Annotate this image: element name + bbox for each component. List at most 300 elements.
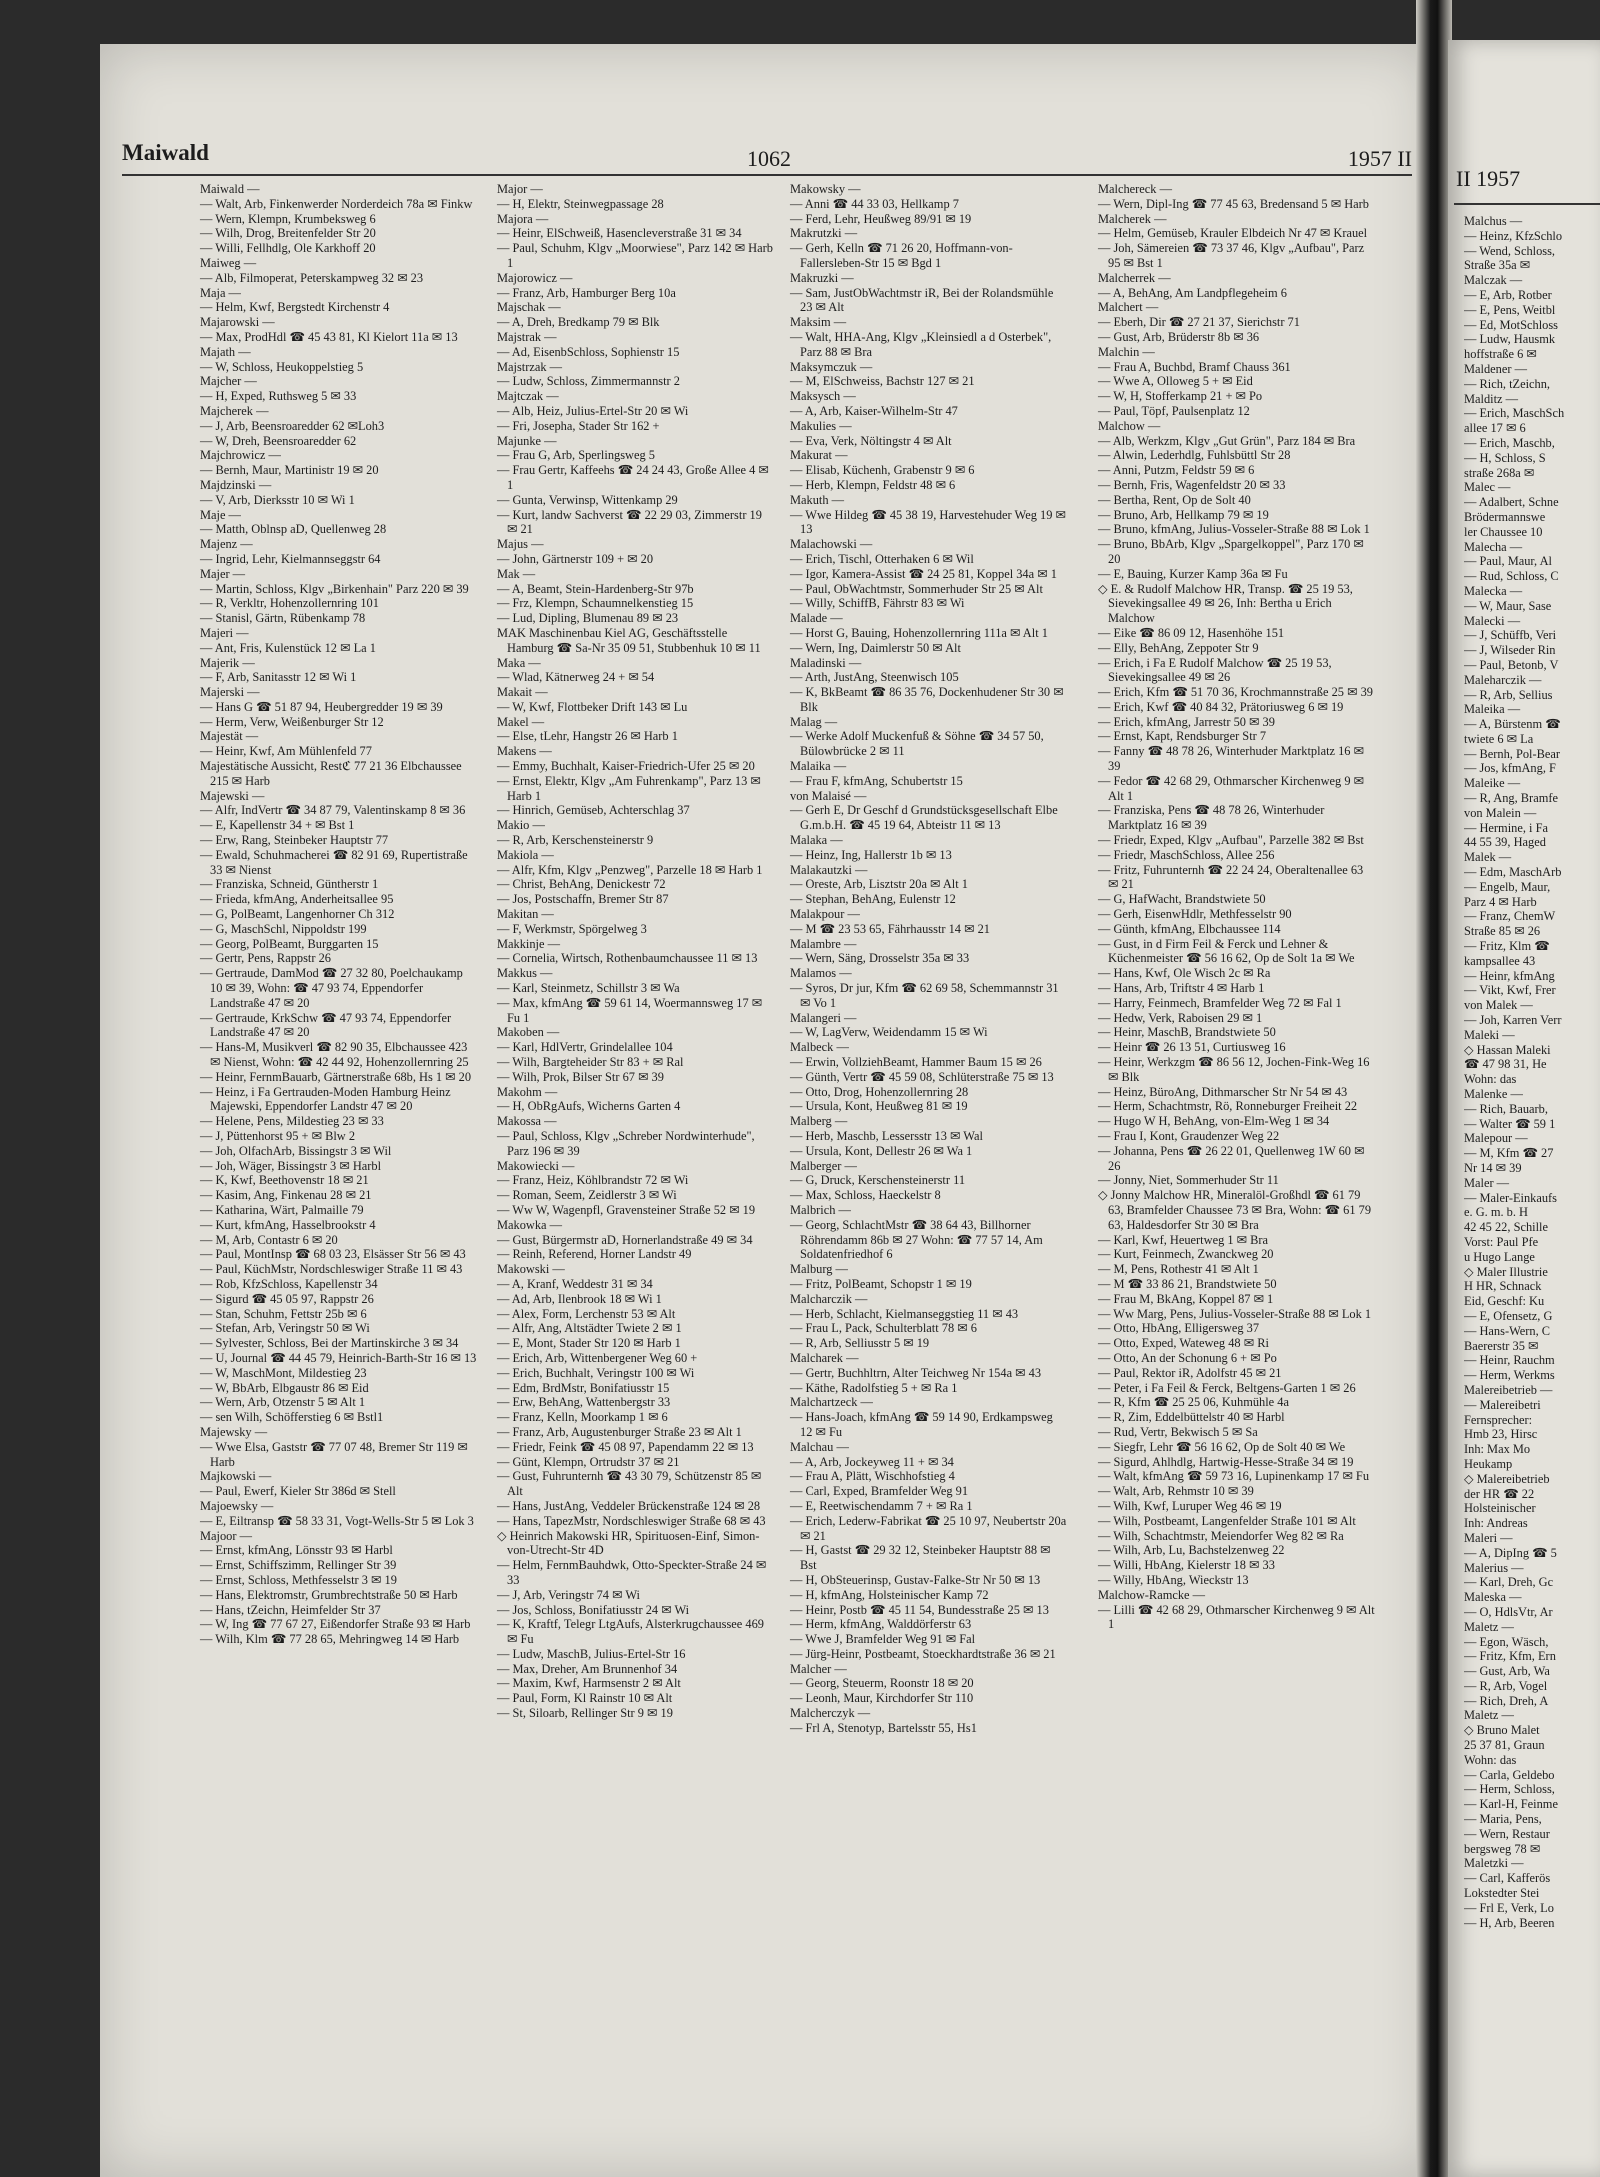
page-number: 1062 [747,146,791,171]
directory-entry: — Frau L, Pack, Schulterblatt 78 ✉ 6 [790,1321,977,1336]
next-page-entry: — Engelb, Maur, [1464,879,1551,894]
directory-entry: Makowka — [497,1217,563,1232]
directory-entry: Makowiecki — [497,1158,575,1173]
directory-entry: — G, Druck, Kerschensteinerstr 11 [790,1173,966,1188]
directory-entry: — Cornelia, Wirtsch, Rothenbaumchaussee 11 ✉ 13 [497,951,758,966]
directory-entry: — Frau A, Buchbd, Bramf Chauss 361 [1098,359,1291,374]
directory-entry: — Erich, Lederw-Fabrikat ☎ 25 10 97, Neubertstr 20a ✉ 21 [790,1513,1067,1543]
directory-entry: — Jos, Postschaffn, Bremer Str 87 [497,892,669,907]
next-page-entry: H HR, Schnack [1464,1279,1542,1294]
volume-label: 1957 II [1347,146,1412,171]
directory-entry: — Sigurd ☎ 45 05 97, Rappstr 26 [200,1291,374,1306]
next-page-entry: Inh: Max Mo [1464,1442,1531,1457]
next-page-entry: Vorst: Paul Pfe [1464,1234,1539,1249]
next-page-entry: — E, Pens, Weitbl [1464,302,1556,317]
directory-entry: Makulies — [790,418,852,433]
directory-entry: Malburg — [790,1262,848,1277]
directory-entry: — K, Kwf, Beethovenstr 18 ✉ 21 [200,1173,369,1188]
directory-entry: — Herb, Maschb, Lessersstr 13 ✉ Wal [790,1129,983,1143]
directory-entry: — Ingrid, Lehr, Kielmannseggstr 64 [200,551,381,566]
next-page-entry: — Karl-H, Feinme [1464,1797,1558,1812]
directory-entry: — Bruno, Arb, Hellkamp 79 ✉ 19 [1098,507,1269,522]
directory-entry: — Kurt, landw Sachverst ☎ 22 29 03, Zimmerstr 19 ✉ 21 [497,507,762,537]
directory-entry: — R, Kfm ☎ 25 25 06, Kuhmühle 4a [1098,1395,1289,1410]
next-page-entry: — Carla, Geldebo [1464,1767,1555,1782]
next-page-entry: Maleika — [1464,702,1521,717]
next-page-entry: Eid, Geschf: Ku [1464,1294,1545,1309]
directory-entry: — H, kfmAng, Holsteinischer Kamp 72 [790,1587,989,1602]
directory-entry: — Alfr, Ang, Altstädter Twiete 2 ✉ 1 [497,1321,682,1336]
directory-entry: — Herb, Klempn, Feldstr 48 ✉ 6 [790,477,956,492]
directory-entry: — Willi, HbAng, Kielerstr 18 ✉ 33 [1098,1558,1275,1573]
next-page-entry: — Paul, Maur, Al [1464,554,1552,569]
directory-entry: — Stan, Schuhm, Fettstr 25b ✉ 6 [200,1306,367,1321]
next-page-entry: Maletz — [1464,1708,1514,1723]
directory-entry: — Bernh, Fris, Wagenfeldstr 20 ✉ 33 [1098,477,1286,492]
header-rule [122,174,1412,176]
directory-entry: — G, HafWacht, Brandstwiete 50 [1098,892,1266,907]
directory-entry: — H, Exped, Ruthsweg 5 ✉ 33 [200,389,357,404]
next-page-entry: Malczak — [1464,273,1523,288]
directory-entry: — Wilh, Drog, Breitenfelder Str 20 [200,226,376,241]
directory-entry: Malangeri — [790,1010,857,1025]
directory-entry: — Wern, Säng, Drosselstr 35a ✉ 33 [790,951,970,966]
directory-entry: — Frz, Klempn, Schaumnelkenstieg 15 [497,596,694,611]
directory-entry: Mak — [497,566,536,581]
next-page-entry: — J, Schüffb, Veri [1464,628,1557,643]
next-page-entry: — Erich, Maschb, [1464,435,1555,450]
next-page-entry: — Rud, Schloss, C [1464,569,1559,584]
directory-entry: Makossa — [497,1114,557,1129]
next-page-column [1464,214,1600,1930]
directory-entry: — Igor, Kamera-Assist ☎ 24 25 81, Koppel 34a ✉ 1 [790,566,1057,581]
directory-entry: — Gerh, Kelln ☎ 71 26 20, Hoffmann-von-Fallersleben-Str 15 ✉ Bgd 1 [790,241,1013,270]
next-page-header: II 1957 [1456,166,1521,191]
directory-entry: — Otto, An der Schonung 6 + ✉ Po [1098,1350,1277,1365]
next-page-entry: — A, Bürstenm ☎ [1464,717,1561,732]
next-page-entry: allee 17 ✉ 6 [1464,421,1526,436]
next-page-entry: Straße 35a ✉ [1464,258,1531,273]
directory-entry: — Friedr, MaschSchloss, Allee 256 [1098,847,1275,862]
next-page-entry: — Heinr, kfmAng [1464,968,1555,983]
directory-entry: — Frau I, Kont, Graudenzer Weg 22 [1098,1129,1280,1143]
directory-entry: — M, ElSchweiss, Bachstr 127 ✉ 21 [790,374,975,389]
directory-entry: — Frl A, Stenotyp, Bartelsstr 55, Hs1 [790,1720,977,1735]
next-page-entry: — Hans-Wern, C [1464,1323,1551,1338]
directory-entry: Maladinski — [790,655,862,670]
directory-entry: — Hinrich, Gemüseb, Achterschlag 37 [497,803,690,818]
directory-entry: — Eva, Verk, Nöltingstr 4 ✉ Alt [790,433,952,448]
directory-entry: — Johanna, Pens ☎ 26 22 01, Quellenweg 1W 60 ✉ 26 [1098,1143,1365,1173]
directory-entry: — Heinz, BüroAng, Dithmarscher Str Nr 54 ✉ 43 [1098,1084,1348,1099]
next-page-entry: ◇ Maler Illustrie [1464,1264,1548,1279]
next-page-entry: — Fritz, Kfm, Ern [1464,1649,1556,1664]
directory-entry: — Kurt, kfmAng, Hasselbrookstr 4 [200,1217,376,1232]
directory-entry: Majeri — [200,625,249,640]
directory-entry: — M ☎ 33 86 21, Brandstwiete 50 [1098,1276,1277,1291]
directory-entry: — Wlad, Kätnerweg 24 + ✉ 54 [497,670,655,685]
directory-entry: — Erich, Kfm ☎ 51 70 36, Krochmannstraße 25 ✉ 39 [1098,685,1373,700]
directory-entry: — Sam, JustObWachtmstr iR, Bei der Rolandsmühle 23 ✉ Alt [790,285,1054,315]
directory-entry: — Walt, HHA-Ang, Klgv „Kleinsiedl a d Osterbek", Parz 88 ✉ Bra [790,329,1052,359]
directory-entry: — E, Kapellenstr 34 + ✉ Bst 1 [200,818,355,833]
directory-entry: — Wern, Dipl-Ing ☎ 77 45 63, Bredensand 5 ✉ Harb [1098,196,1369,211]
directory-entry: — Paul, Schuhm, Klgv „Moorwiese", Parz 142 ✉ Harb 1 [497,241,773,270]
directory-entry: — Sigurd, Ahlhdlg, Hartwig-Hesse-Straße 34 ✉ 19 [1098,1454,1354,1469]
directory-entry: Malakautzki — [790,862,868,877]
directory-entry: — Erich, Buchhalt, Veringstr 100 ✉ Wi [497,1365,695,1380]
directory-entry: Malamos — [790,966,852,981]
directory-entry: — Hans, tZeichn, Heimfelder Str 37 [200,1602,381,1617]
next-page-entry: der HR ☎ 22 [1464,1486,1535,1501]
next-page-entry: straße 268a ✉ [1464,465,1535,480]
directory-entry: Majkowski — [200,1469,272,1484]
directory-entry: — Walt, Arb, Rehmstr 10 ✉ 39 [1098,1484,1254,1499]
directory-entry: — Alwin, Lederhdlg, Fuhlsbüttl Str 28 [1098,448,1291,463]
directory-entry: — Franziska, Schneid, Güntherstr 1 [200,877,379,892]
next-page-entry: — Erich, MaschSch [1464,406,1565,421]
directory-entry: — Bertha, Rent, Op de Solt 40 [1098,492,1251,507]
next-page-entry: — Rich, tZeichn, [1464,376,1551,391]
directory-entry: Malcherrek — [1098,270,1171,285]
directory-entry: Majorowicz — [497,270,573,285]
directory-entry: — Oreste, Arb, Lisztstr 20a ✉ Alt 1 [790,877,968,892]
next-page-entry: — Rich, Bauarb, [1464,1101,1548,1116]
next-page-entry: — H, Schloss, S [1464,450,1546,465]
next-page-entry: — Walter ☎ 59 1 [1464,1116,1556,1131]
directory-entry: — Karl, Steinmetz, Schillstr 3 ✉ Wa [497,981,680,996]
directory-entry: — M, Pens, Rothestr 41 ✉ Alt 1 [1098,1262,1259,1277]
directory-entry: Malambre — [790,936,857,951]
directory-entry: — Gust, Fuhrunternh ☎ 43 30 79, Schützenstr 85 ✉ Alt [497,1469,762,1499]
directory-entry: — Herm, Schachtmstr, Rö, Ronneburger Freiheit 22 [1098,1099,1358,1114]
directory-entry: — Hans-M, Musikverl ☎ 82 90 35, Elbchaussee 423 ✉ Nienst, Wohn: ☎ 42 44 92, Hohenzollernring 25 [200,1040,469,1070]
directory-entry: — Heinr, Werkzgm ☎ 86 56 12, Jochen-Fink-Weg 16 ✉ Blk [1098,1055,1370,1084]
directory-entry: — E, Eiltransp ☎ 58 33 31, Vogt-Wells-Str 5 ✉ Lok 3 [200,1513,474,1528]
next-page-entry: Wohn: das [1464,1752,1517,1767]
directory-entry: — Friedr, Exped, Klgv „Aufbau", Parzelle 382 ✉ Bst [1098,833,1364,848]
directory-entry: Makohm — [497,1084,558,1099]
directory-entry: — Heinr ☎ 26 13 51, Curtiusweg 16 [1098,1040,1286,1055]
next-page-entry: Maleska — [1464,1590,1522,1605]
next-page-entry: — Maler-Einkaufs [1464,1190,1557,1205]
directory-entry: — Rud, Vertr, Bekwisch 5 ✉ Sa [1098,1424,1258,1439]
directory-entry: — H, ObSteuerinsp, Gustav-Falke-Str Nr 50 ✉ 13 [790,1572,1041,1587]
directory-entry: Makruzki — [790,270,854,285]
directory-entry: — St, Siloarb, Rellinger Str 9 ✉ 19 [497,1706,673,1721]
directory-entry: — Rob, KfzSchloss, Kapellenstr 34 [200,1276,378,1291]
next-page-entry: Malecka — [1464,583,1523,598]
next-page-entry: — J, Wilseder Rin [1464,643,1556,658]
next-page-entry: hoffstraße 6 ✉ [1464,347,1537,362]
directory-entry: — Wwe Hildeg ☎ 45 38 19, Harvestehuder Weg 19 ✉ 13 [790,507,1066,537]
directory-entry: — Reinh, Referend, Horner Landstr 49 [497,1247,692,1262]
next-page-entry: Maletzki — [1464,1856,1524,1871]
directory-entry: — Wilh, Bargteheider Str 83 + ✉ Ral [497,1055,684,1070]
next-page-entry: 25 37 81, Graun [1464,1738,1545,1753]
directory-entry: Majstrak — [497,329,557,344]
directory-entry: — J, Arb, Veringstr 74 ✉ Wi [497,1587,640,1602]
directory-entry: — Ludw, Schloss, Zimmermannstr 2 [497,374,680,389]
directory-entry: — Hedw, Verk, Raboisen 29 ✉ 1 [1098,1010,1263,1025]
directory-entry: — Erich, kfmAng, Jarrestr 50 ✉ 39 [1098,714,1275,729]
directory-entry: — Horst G, Bauing, Hohenzollernring 111a ✉ Alt 1 [790,625,1048,640]
directory-entry: Maksysch — [790,389,856,404]
next-page-entry: e. G. m. b. H [1464,1205,1529,1220]
directory-entry: — Eike ☎ 86 09 12, Hasenhöhe 151 [1098,625,1285,640]
next-page-entry: 44 55 39, Haged [1464,835,1546,850]
directory-entry: — Wern, Ing, Daimlerstr 50 ✉ Alt [790,640,961,655]
directory-entry: — Ernst, Kapt, Rendsburger Str 7 [1098,729,1267,744]
next-page-entry: — R, Arb, Vogel [1464,1678,1548,1693]
directory-entry: — Wern, Klempn, Krumbeksweg 6 [200,211,376,226]
directory-entry: Makowski — [497,1262,565,1277]
directory-entry: — Sylvester, Schloss, Bei der Martinskirche 3 ✉ 34 [200,1336,459,1351]
directory-entry: — Helm, Kwf, Bergstedt Kirchenstr 4 [200,300,390,315]
directory-entry: — Karl, Kwf, Heuertweg 1 ✉ Bra [1098,1232,1269,1247]
next-page-entry: — Karl, Dreh, Gc [1464,1575,1554,1590]
next-page-entry: Malchus — [1464,214,1523,228]
directory-entry: — Carl, Exped, Bramfelder Weg 91 [790,1484,969,1499]
directory-entry: — Ant, Fris, Kulenstück 12 ✉ La 1 [200,640,376,655]
next-page-entry: Maletz — [1464,1619,1514,1634]
directory-entry: — A, Arb, Kaiser-Wilhelm-Str 47 [790,403,958,418]
directory-entry: — Frau A, Plätt, Wischhofstieg 4 [790,1469,955,1484]
directory-entry: Malberg — [790,1114,848,1129]
directory-entry: — H, Gastst ☎ 29 32 12, Steinbeker Hauptstr 88 ✉ Bst [790,1543,1051,1573]
directory-entry: ◇ Jonny Malchow HR, Mineralöl-Großhdl ☎ 61 79 63, Bramfelder Chaussee 73 ✉ Bra, Wohn: ☎ 61 79 63, Haldesdorfer Str 30 ✉ Bra [1098,1188,1372,1232]
directory-entry: Malchow-Ramcke — [1098,1587,1206,1602]
directory-entry: — W, MaschMont, Mildestieg 23 [200,1365,367,1380]
next-page-entry: Holsteinischer [1464,1501,1536,1516]
directory-entry: Majcherek — [200,403,269,418]
directory-entry: von Malaisé — [790,788,867,803]
directory-entry: — Käthe, Radolfstieg 5 + ✉ Ra 1 [790,1380,958,1395]
directory-entry: — Gunta, Verwinsp, Wittenkamp 29 [497,492,678,507]
next-page-entry: Malepour — [1464,1131,1528,1146]
next-page-entry: Malereibetrieb — [1464,1382,1553,1397]
directory-entry: — H, Elektr, Steinwegpassage 28 [497,196,664,211]
directory-entry: — Paul, KüchMstr, Nordschleswiger Straße 11 ✉ 43 [200,1262,463,1277]
next-page-entry: — O, HdlsVtr, Ar [1464,1604,1553,1619]
book-gutter [1416,0,1452,2177]
next-page-entry: Heukamp [1464,1456,1513,1471]
directory-entry: — W, Schloss, Heukoppelstieg 5 [200,359,364,374]
directory-entry: — Ernst, Schiffszimm, Rellinger Str 39 [200,1558,397,1573]
directory-entry: Makkus — [497,966,553,981]
directory-entry: — Otto, HbAng, Elligersweg 37 [1098,1321,1260,1336]
next-page-entry: Maleri — [1464,1530,1513,1545]
directory-entry: Makiola — [497,847,554,862]
directory-entry: — A, Dreh, Bredkamp 79 ✉ Blk [497,315,660,330]
directory-entry: — Ww Marg, Pens, Julius-Vosseler-Straße 88 ✉ Lok 1 [1098,1306,1372,1321]
directory-entry: Malcherczyk — [790,1706,871,1721]
directory-entry: — M, Arb, Contastr 6 ✉ 20 [200,1232,338,1247]
directory-entry: — Fritz, Fuhrunternh ☎ 22 24 24, Oberaltenallee 63 ✉ 21 [1098,862,1364,892]
next-page-entry: — Vikt, Kwf, Frer [1464,983,1556,998]
next-page-entry: Malerius — [1464,1560,1524,1575]
directory-entry: Malberger — [790,1158,857,1173]
directory-entry: — Katharina, Wärt, Palmaille 79 [200,1202,364,1217]
next-page-entry: Fernsprecher: [1464,1412,1533,1427]
directory-entry: Makel — [497,714,545,729]
next-page-entry: Brödermannswe [1464,509,1546,524]
running-head: Maiwald [122,140,209,165]
directory-entry: — Hans, Arb, Triftstr 4 ✉ Harb 1 [1098,981,1265,996]
next-page-entry: Inh: Andreas [1464,1516,1528,1531]
directory-entry: Majerik — [200,655,255,670]
next-page-entry: Maldener — [1464,361,1527,376]
directory-entry: — Lilli ☎ 42 68 29, Othmarscher Kirchenweg 9 ✉ Alt 1 [1098,1602,1375,1632]
directory-entry: — Paul, ObWachtmstr, Sommerhuder Str 25 ✉ Alt [790,581,1043,596]
directory-entry: — Werke Adolf Muckenfuß & Söhne ☎ 34 57 50, Bülowbrücke 2 ✉ 11 [790,729,1044,759]
directory-entry: Maka — [497,655,541,670]
next-page-entry: — Maria, Pens, [1464,1812,1542,1827]
directory-entry: — Alex, Form, Lerchenstr 53 ✉ Alt [497,1306,676,1321]
directory-entry: — Franz, Arb, Hamburger Berg 10a [497,285,676,300]
next-page-entry: — W, Maur, Sase [1464,598,1552,613]
directory-entry: — Walt, kfmAng ☎ 59 73 16, Lupinenkamp 17 ✉ Fu [1098,1469,1370,1484]
next-page-entry: Hmb 23, Hirsc [1464,1427,1538,1442]
directory-entry: — Otto, Exped, Wateweg 48 ✉ Ri [1098,1336,1269,1351]
directory-entry: — Heinr, Kwf, Am Mühlenfeld 77 [200,744,372,759]
directory-entry: — Hans, JustAng, Veddeler Brückenstraße 124 ✉ 28 [497,1498,761,1513]
directory-entry: ◇ E. & Rudolf Malchow HR, Transp. ☎ 25 19 53, Sievekingsallee 49 ✉ 26, Inh: Bertha u Erich Malchow [1098,581,1353,626]
directory-entry: — Bruno, kfmAng, Julius-Vosseler-Straße 88 ✉ Lok 1 [1098,522,1370,537]
directory-entry: — Paul, Form, Kl Rainstr 10 ✉ Alt [497,1691,673,1706]
directory-entry: — Lud, Dipling, Blumenau 89 ✉ 23 [497,611,679,626]
directory-column-4 [1098,182,1376,1632]
directory-entry: Malade — [790,611,843,626]
directory-entry: Malchartzeck — [790,1395,873,1410]
directory-column-1 [200,182,478,1647]
directory-entry: Majdzinski — [200,477,272,492]
next-page-entry: bergsweg 78 ✉ [1464,1841,1541,1856]
directory-entry: — Heinr, ElSchweiß, Hasencleverstraße 31 ✉ 34 [497,226,742,241]
directory-entry: — W, BbArb, Elbgaustr 86 ✉ Eid [200,1380,369,1395]
directory-entry: — Ad, EisenbSchloss, Sophienstr 15 [497,344,680,359]
directory-entry: — Helm, Gemüseb, Krauler Elbdeich Nr 47 ✉ Krauel [1098,226,1368,241]
directory-entry: — Eberh, Dir ☎ 27 21 37, Sierichstr 71 [1098,315,1300,330]
directory-entry: Malag — [790,714,838,729]
directory-entry: — Ww W, Wagenpfl, Gravensteiner Straße 52 ✉ 19 [497,1202,756,1217]
directory-entry: — Ursula, Kont, Dellestr 26 ✉ Wa 1 [790,1143,973,1158]
directory-entry: — Wilh, Klm ☎ 77 28 65, Mehringweg 14 ✉ Harb [200,1632,460,1647]
directory-entry: — E, Bauing, Kurzer Kamp 36a ✉ Fu [1098,566,1288,581]
directory-entry: — Georg, Steuerm, Roonstr 18 ✉ 20 [790,1676,974,1691]
directory-entry: — Günth, kfmAng, Elbchaussee 114 [1098,921,1281,936]
directory-entry: — Erich, Tischl, Otterhaken 6 ✉ Wil [790,551,974,566]
directory-column-2 [497,182,775,1721]
directory-entry: — Heinz, i Fa Gertrauden-Moden Hamburg Heinz Majewski, Eppendorfer Landstr 47 ✉ 20 [200,1084,451,1114]
directory-entry: — Franz, Heiz, Köhlbrandstr 72 ✉ Wi [497,1173,689,1188]
directory-entry: Majewski — [200,788,265,803]
next-page-entry: — H, Arb, Beeren [1464,1915,1555,1930]
directory-entry: Majestät — [200,729,259,744]
directory-entry: Makitan — [497,907,554,922]
directory-entry: — Edm, BrdMstr, Bonifatiusstr 15 [497,1380,670,1395]
directory-entry: Majoor — [200,1528,252,1543]
directory-entry: — Heinz, Ing, Hallerstr 1b ✉ 13 [790,847,952,862]
directory-entry: — Jonny, Niet, Sommerhuder Str 11 [1098,1173,1279,1188]
next-page-entry: — Bernh, Pol-Bear [1464,746,1561,761]
directory-entry: — Herm, Verw, Weißenburger Str 12 [200,714,384,729]
next-page-entry: — A, DipIng ☎ 5 [1464,1545,1557,1560]
directory-entry: — Herm, kfmAng, Walddörferstr 63 [790,1617,972,1632]
directory-entry: — Stefan, Arb, Veringstr 50 ✉ Wi [200,1321,370,1336]
directory-entry: Majarowski — [200,315,275,330]
directory-entry: — Syros, Dr jur, Kfm ☎ 62 69 58, Schemmannstr 31 ✉ Vo 1 [790,981,1059,1010]
next-page-entry: — Gust, Arb, Wa [1464,1664,1550,1679]
directory-entry: — Gertr, Buchhltrn, Alter Teichweg Nr 154a ✉ 43 [790,1365,1042,1380]
directory-entry: — Otto, Drog, Hohenzollernring 28 [790,1084,969,1099]
next-page-entry: — Heinz, KfzSchlo [1464,228,1563,243]
next-page-entry: ler Chaussee 10 [1464,524,1543,539]
directory-entry: Maja — [200,285,241,300]
directory-entry: Makoben — [497,1025,560,1040]
directory-entry: Malbeck — [790,1040,849,1055]
next-page-entry: ◇ Bruno Malet [1464,1723,1540,1738]
next-page-entry: — Egon, Wäsch, [1464,1634,1549,1649]
directory-entry: Malcherek — [1098,211,1167,226]
next-page-entry: — Ed, MotSchloss [1464,317,1558,332]
directory-entry: Majtczak — [497,389,559,404]
directory-entry: — Fritz, PolBeamt, Schopstr 1 ✉ 19 [790,1276,972,1291]
directory-entry: — Harry, Feinmech, Bramfelder Weg 72 ✉ Fal 1 [1098,995,1342,1010]
directory-entry: — Friedr, Feink ☎ 45 08 97, Papendamm 22 ✉ 13 [497,1439,754,1454]
next-page-entry: — Hermine, i Fa [1464,820,1548,835]
directory-entry: Malaka — [790,833,843,848]
next-page-entry: — Herm, Werkms [1464,1368,1555,1383]
next-page-entry: — E, Ofensetz, G [1464,1308,1553,1323]
directory-entry: — Jos, Schloss, Bonifatiusstr 24 ✉ Wi [497,1602,690,1617]
directory-entry: Majer — [200,566,246,581]
directory-entry: — Erw, BehAng, Wattenbergstr 33 [497,1395,671,1410]
directory-entry: — Wwe J, Bramfelder Weg 91 ✉ Fal [790,1632,976,1647]
directory-entry: Makens — [497,744,552,759]
directory-entry: Malachowski — [790,537,873,552]
directory-entry: Majerski — [200,685,260,700]
next-page-entry: Parz 4 ✉ Harb [1464,894,1537,909]
next-page-entry: — E, Arb, Rotber [1464,287,1552,302]
directory-entry: — Alb, Werkzm, Klgv „Gut Grün", Parz 184 ✉ Bra [1098,433,1356,448]
directory-entry: — Paul, Ewerf, Kieler Str 386d ✉ Stell [200,1484,396,1499]
directory-entry: — F, Arb, Sanitasstr 12 ✉ Wi 1 [200,670,357,685]
directory-entry: — Frieda, kfmAng, Anderheitsallee 95 [200,892,394,907]
directory-entry: — Willy, HbAng, Wieckstr 13 [1098,1572,1249,1587]
directory-entry: MAK Maschinenbau Kiel AG, Geschäftsstelle Hamburg ☎ Sa-Nr 35 09 51, Stubbenhuk 10 ✉ 11 [497,625,761,655]
next-page-entry: ☎ 47 98 31, He [1464,1057,1547,1072]
directory-entry: — Gust, in d Firm Feil & Ferck und Lehner & Küchenmeister ☎ 56 16 62, Op de Solt 1a ✉ We [1098,936,1355,966]
directory-entry: — Fanny ☎ 48 78 26, Winterhuder Marktplatz 16 ✉ 39 [1098,744,1364,774]
directory-entry: — Franz, Arb, Augustenburger Straße 23 ✉ Alt 1 [497,1424,742,1439]
directory-entry: — V, Arb, Dierksstr 10 ✉ Wi 1 [200,492,355,507]
directory-entry: — Alfr, IndVertr ☎ 34 87 79, Valentinskamp 8 ✉ 36 [200,803,466,818]
directory-entry: — Franziska, Pens ☎ 48 78 26, Winterhuder Marktplatz 16 ✉ 39 [1098,803,1325,833]
directory-entry: — Helene, Pens, Mildestieg 23 ✉ 33 [200,1114,384,1129]
directory-entry: — K, Kraftf, Telegr LtgAufs, Alsterkrugchaussee 469 ✉ Fu [497,1617,764,1647]
next-page-entry: Straße 85 ✉ 26 [1464,924,1541,939]
directory-entry: — Wilh, Prok, Bilser Str 67 ✉ 39 [497,1069,664,1084]
directory-entry: — Ferd, Lehr, Heußweg 89/91 ✉ 19 [790,211,972,226]
directory-entry: — Heinr, Postb ☎ 45 11 54, Bundesstraße 25 ✉ 13 [790,1602,1049,1617]
directory-entry: — Erw, Rang, Steinbeker Hauptstr 77 [200,833,389,848]
directory-entry: — E, Mont, Stader Str 120 ✉ Harb 1 [497,1336,681,1351]
directory-entry: — Wilh, Schachtmstr, Meiendorfer Weg 82 ✉ Ra [1098,1528,1344,1543]
directory-entry: — Max, Schloss, Haeckelstr 8 [790,1188,941,1203]
next-page-entry: — R, Ang, Bramfe [1464,791,1558,806]
directory-entry: — R, Arb, Selliusstr 5 ✉ 19 [790,1336,930,1351]
